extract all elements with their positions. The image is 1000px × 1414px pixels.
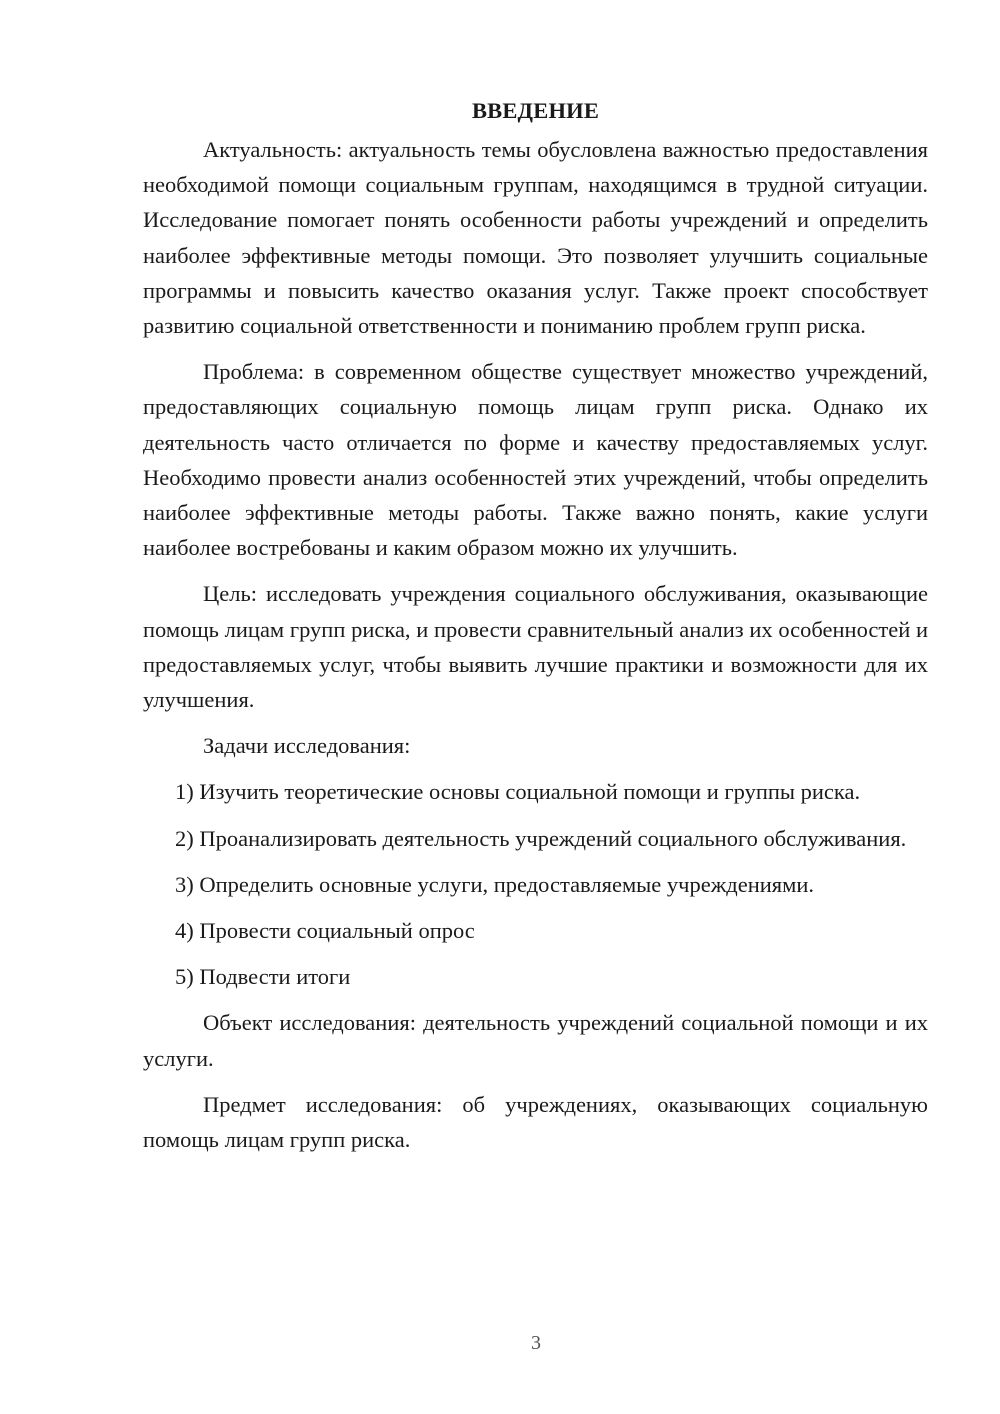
page-number: 3: [531, 1332, 541, 1354]
task-item-5: 5) Подвести итоги: [175, 964, 351, 990]
task-item-4: 4) Провести социальный опрос: [175, 918, 475, 944]
document-page: [143, 93, 928, 1157]
subject-paragraph: Предмет исследования: об учреждениях, оказывающих социальную помощь лицам групп риска.: [143, 1091, 928, 1153]
relevance-paragraph: Актуальность: актуальность темы обусловлена важностью предоставления необходимой помощи социальным группам, находящимся в трудной ситуации. Исследование помогает понять особенности работы учреждений и определить наиболее эффективные методы помощи. Это позволяет улучшить социальные программы и повысить качество оказания услуг. Также проект способствует развитию социальной ответственности и пониманию проблем групп риска.: [143, 137, 928, 339]
task-item-2: 2) Проанализировать деятельность учреждений социального обслуживания.: [175, 825, 907, 851]
section-title: ВВЕДЕНИЕ: [471, 98, 600, 123]
task-item-1: 1) Изучить теоретические основы социальной помощи и группы риска.: [175, 779, 861, 805]
task-item-3: 3) Определить основные услуги, предоставляемые учреждениями.: [175, 871, 815, 897]
problem-paragraph: Проблема: в современном обществе существует множество учреждений, предоставляющих социальную помощь лицам групп риска. Однако их деятельность часто отличается по форме и качеству предоставляемых услуг. Необходимо провести анализ особенностей этих учреждений, чтобы определить наиболее эффективные методы работы. Также важно понять, какие услуги наиболее востребованы и каким образом можно их улучшить.: [143, 359, 928, 561]
goal-paragraph: Цель: исследовать учреждения социального обслуживания, оказывающие помощь лицам групп риска, и провести сравнительный анализ их особенностей и предоставляемых услуг, чтобы выявить лучшие практики и возможности для их улучшения.: [143, 581, 928, 713]
tasks-heading: Задачи исследования:: [203, 733, 411, 759]
object-paragraph: Объект исследования: деятельность учреждений социальной помощи и их услуги.: [143, 1010, 928, 1071]
